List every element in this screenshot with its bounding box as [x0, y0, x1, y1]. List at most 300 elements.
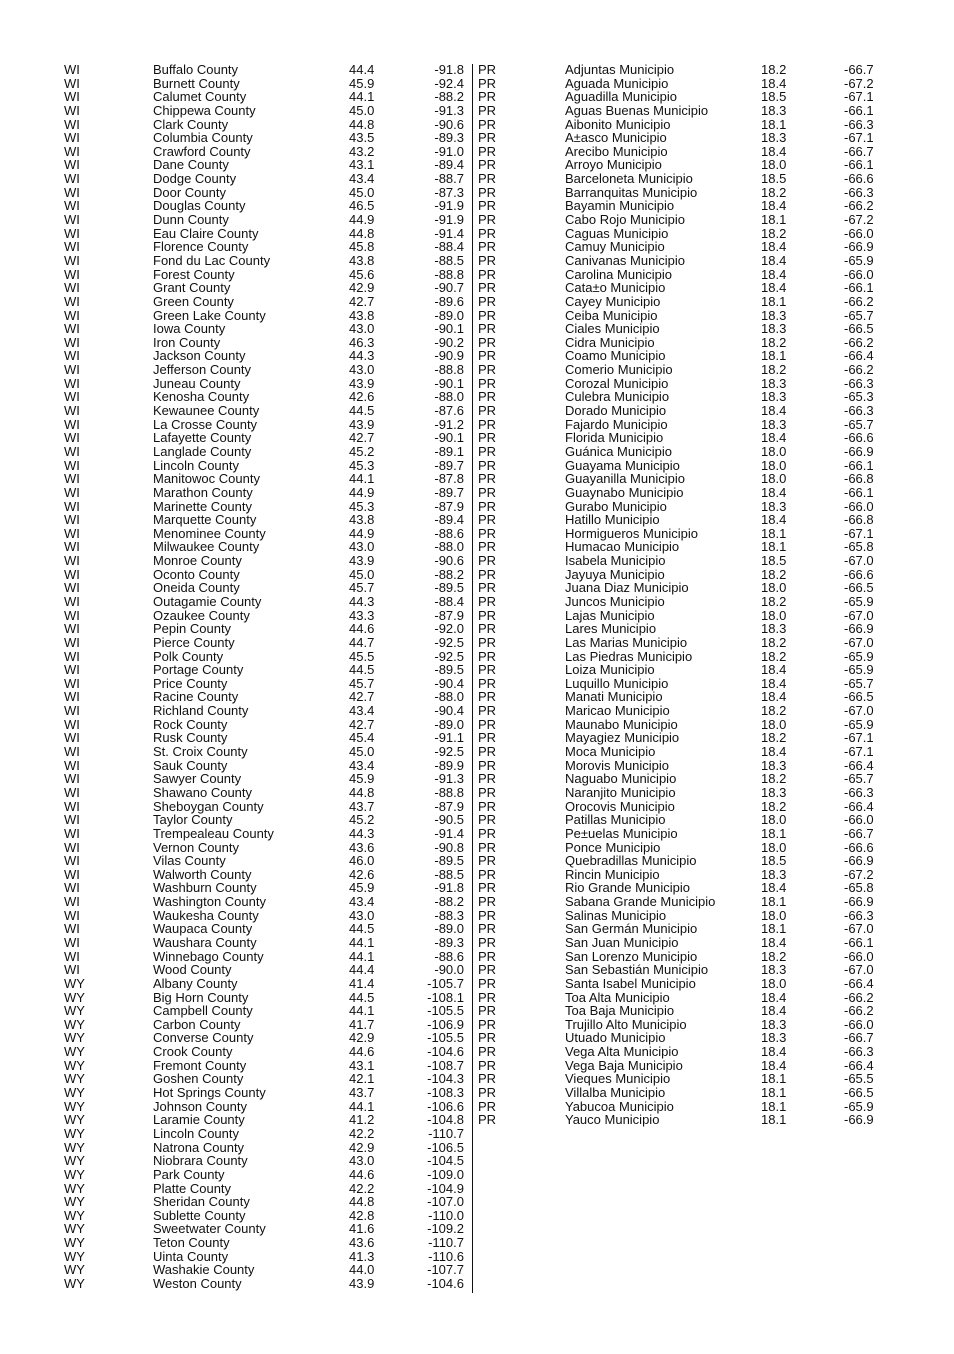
county-name-cell: Platte County	[153, 1180, 232, 1196]
latitude-cell: 18.1	[761, 894, 787, 910]
latitude-cell: 18.4	[761, 662, 787, 678]
county-name-cell: Jackson County	[153, 348, 246, 364]
longitude-cell: -90.8	[434, 839, 464, 855]
latitude-cell: 18.5	[761, 853, 787, 869]
latitude-cell: 18.3	[761, 866, 787, 882]
table-row	[476, 445, 954, 459]
latitude-cell: 18.5	[761, 553, 787, 569]
table-row	[476, 254, 954, 268]
state-cell: PR	[478, 703, 497, 719]
state-cell: WI	[64, 525, 80, 541]
state-cell: WY	[64, 1221, 85, 1237]
state-cell: PR	[478, 512, 497, 528]
table-row	[0, 431, 470, 445]
latitude-cell: 18.0	[761, 607, 787, 623]
latitude-cell: 43.7	[349, 1085, 375, 1101]
state-cell: PR	[478, 1030, 497, 1046]
latitude-cell: 43.1	[349, 1057, 375, 1073]
county-name-cell: Carbon County	[153, 1016, 241, 1032]
table-row	[0, 486, 470, 500]
county-name-cell: San Sebastián Municipio	[565, 962, 709, 978]
county-name-cell: Bayamin Municipio	[565, 198, 675, 214]
state-cell: PR	[478, 580, 497, 596]
longitude-cell: -65.7	[844, 416, 874, 432]
latitude-cell: 45.4	[349, 730, 375, 746]
table-row	[0, 1113, 470, 1127]
state-cell: WI	[64, 403, 80, 419]
longitude-cell: -91.3	[434, 102, 464, 118]
table-row	[476, 472, 954, 486]
latitude-cell: 18.1	[761, 921, 787, 937]
latitude-cell: 18.3	[761, 757, 787, 773]
longitude-cell: -65.7	[844, 675, 874, 691]
latitude-cell: 18.4	[761, 512, 787, 528]
longitude-cell: -90.1	[434, 430, 464, 446]
county-name-cell: Uinta County	[153, 1248, 229, 1264]
longitude-cell: -89.5	[434, 662, 464, 678]
longitude-cell: -67.2	[844, 75, 874, 91]
state-cell: WI	[64, 580, 80, 596]
county-name-cell: Walworth County	[153, 866, 252, 882]
longitude-cell: -66.0	[844, 225, 874, 241]
latitude-cell: 18.2	[761, 648, 787, 664]
latitude-cell: 18.4	[761, 239, 787, 255]
table-row	[476, 786, 954, 800]
state-cell: WI	[64, 484, 80, 500]
longitude-cell: -66.7	[844, 1030, 874, 1046]
table-row	[0, 1182, 470, 1196]
latitude-cell: 18.3	[761, 130, 787, 146]
table-row	[476, 1059, 954, 1073]
latitude-cell: 18.4	[761, 143, 787, 159]
latitude-cell: 44.6	[349, 621, 375, 637]
state-cell: WI	[64, 634, 80, 650]
latitude-cell: 45.2	[349, 812, 375, 828]
latitude-cell: 46.3	[349, 334, 375, 350]
county-name-cell: Sheridan County	[153, 1194, 250, 1210]
latitude-cell: 46.5	[349, 198, 375, 214]
longitude-cell: -66.4	[844, 975, 874, 991]
longitude-cell: -67.0	[844, 607, 874, 623]
longitude-cell: -91.3	[434, 771, 464, 787]
state-cell: WY	[64, 1276, 85, 1292]
latitude-cell: 44.0	[349, 1262, 375, 1278]
state-cell: WY	[64, 1016, 85, 1032]
table-row	[0, 745, 470, 759]
state-cell: PR	[478, 157, 497, 173]
table-row	[0, 1127, 470, 1141]
latitude-cell: 45.5	[349, 648, 375, 664]
state-cell: WI	[64, 866, 80, 882]
table-row	[476, 431, 954, 445]
table-row	[476, 1086, 954, 1100]
table-row	[476, 950, 954, 964]
county-name-cell: Cata±o Municipio	[565, 280, 666, 296]
table-row	[476, 363, 954, 377]
state-cell: PR	[478, 1071, 497, 1087]
latitude-cell: 18.4	[761, 989, 787, 1005]
longitude-cell: -66.3	[844, 1044, 874, 1060]
state-cell: WY	[64, 1125, 85, 1141]
latitude-cell: 18.2	[761, 593, 787, 609]
state-cell: WI	[64, 566, 80, 582]
latitude-cell: 43.1	[349, 157, 375, 173]
state-cell: WI	[64, 62, 80, 77]
state-cell: PR	[478, 975, 497, 991]
state-cell: PR	[478, 143, 497, 159]
latitude-cell: 44.1	[349, 1098, 375, 1114]
state-cell: PR	[478, 280, 497, 296]
county-name-cell: Washington County	[153, 894, 266, 910]
county-name-cell: Juneau County	[153, 375, 241, 391]
table-row	[476, 268, 954, 282]
state-cell: WY	[64, 975, 85, 991]
latitude-cell: 42.6	[349, 866, 375, 882]
county-name-cell: Fajardo Municipio	[565, 416, 668, 432]
state-cell: PR	[478, 416, 497, 432]
county-name-cell: Dunn County	[153, 212, 229, 228]
table-row	[476, 186, 954, 200]
state-cell: PR	[478, 212, 497, 228]
longitude-cell: -66.1	[844, 935, 874, 950]
latitude-cell: 18.1	[761, 1085, 787, 1101]
county-name-cell: Pepin County	[153, 621, 232, 637]
latitude-cell: 43.2	[349, 143, 375, 159]
longitude-cell: -66.3	[844, 784, 874, 800]
table-row	[0, 404, 470, 418]
table-row	[0, 1031, 470, 1045]
latitude-cell: 44.3	[349, 825, 375, 841]
table-row	[0, 172, 470, 186]
longitude-cell: -67.1	[844, 525, 874, 541]
table-row	[0, 336, 470, 350]
state-cell: WI	[64, 430, 80, 446]
table-row	[476, 527, 954, 541]
latitude-cell: 44.1	[349, 1003, 375, 1019]
table-row	[476, 663, 954, 677]
longitude-cell: -66.6	[844, 839, 874, 855]
state-cell: PR	[478, 662, 497, 678]
latitude-cell: 45.3	[349, 457, 375, 473]
county-name-cell: Moca Municipio	[565, 744, 656, 760]
county-name-cell: Corozal Municipio	[565, 375, 669, 391]
table-row	[476, 650, 954, 664]
latitude-cell: 42.9	[349, 280, 375, 296]
county-name-cell: Sweetwater County	[153, 1221, 266, 1237]
state-cell: WI	[64, 771, 80, 787]
latitude-cell: 18.4	[761, 403, 787, 419]
county-name-cell: San Juan Municipio	[565, 935, 679, 950]
table-row	[476, 118, 954, 132]
latitude-cell: 43.0	[349, 539, 375, 555]
longitude-cell: -88.8	[434, 266, 464, 282]
latitude-cell: 18.4	[761, 1044, 787, 1060]
longitude-cell: -90.1	[434, 321, 464, 337]
table-row	[0, 936, 470, 950]
latitude-cell: 18.3	[761, 784, 787, 800]
latitude-cell: 18.0	[761, 580, 787, 596]
latitude-cell: 44.5	[349, 403, 375, 419]
longitude-cell: -88.2	[434, 566, 464, 582]
latitude-cell: 42.7	[349, 689, 375, 705]
state-cell: PR	[478, 525, 497, 541]
latitude-cell: 18.4	[761, 430, 787, 446]
longitude-cell: -109.0	[427, 1166, 464, 1182]
state-cell: PR	[478, 75, 497, 91]
state-cell: WY	[64, 1235, 85, 1251]
latitude-cell: 42.7	[349, 716, 375, 732]
column-divider	[472, 64, 473, 1293]
longitude-cell: -110.7	[428, 1125, 464, 1141]
latitude-cell: 45.0	[349, 184, 375, 200]
table-row	[476, 145, 954, 159]
table-row	[476, 1018, 954, 1032]
state-cell: WI	[64, 907, 80, 923]
longitude-cell: -87.9	[434, 798, 464, 814]
county-name-cell: Fond du Lac County	[153, 252, 271, 268]
state-cell: WI	[64, 894, 80, 910]
state-cell: PR	[478, 689, 497, 705]
state-cell: WI	[64, 252, 80, 268]
latitude-cell: 18.1	[761, 539, 787, 555]
longitude-cell: -66.9	[844, 894, 874, 910]
state-cell: WY	[64, 989, 85, 1005]
table-row	[476, 172, 954, 186]
county-name-cell: Richland County	[153, 703, 249, 719]
county-name-cell: Yauco Municipio	[565, 1112, 660, 1128]
latitude-cell: 45.9	[349, 75, 375, 91]
state-cell: PR	[478, 1003, 497, 1019]
county-name-cell: Juana Diaz Municipio	[565, 580, 689, 596]
longitude-cell: -67.1	[844, 130, 874, 146]
county-name-cell: Trempealeau County	[153, 825, 274, 841]
table-row	[476, 486, 954, 500]
latitude-cell: 18.0	[761, 975, 787, 991]
latitude-cell: 44.9	[349, 525, 375, 541]
county-name-cell: Rock County	[153, 716, 228, 732]
state-cell: PR	[478, 744, 497, 760]
longitude-cell: -92.5	[434, 744, 464, 760]
county-name-cell: Lajas Municipio	[565, 607, 655, 623]
state-cell: WI	[64, 675, 80, 691]
table-row	[0, 145, 470, 159]
state-cell: PR	[478, 907, 497, 923]
latitude-cell: 18.3	[761, 389, 787, 405]
state-cell: WI	[64, 593, 80, 609]
longitude-cell: -66.2	[844, 989, 874, 1005]
longitude-cell: -89.6	[434, 293, 464, 309]
table-row	[0, 581, 470, 595]
longitude-cell: -87.6	[434, 403, 464, 419]
longitude-cell: -88.8	[434, 362, 464, 378]
longitude-cell: -65.9	[844, 593, 874, 609]
latitude-cell: 43.0	[349, 362, 375, 378]
latitude-cell: 18.2	[761, 62, 787, 77]
table-row	[476, 772, 954, 786]
longitude-cell: -89.1	[434, 443, 464, 459]
longitude-cell: -65.7	[844, 771, 874, 787]
county-name-cell: Big Horn County	[153, 989, 249, 1005]
table-row	[0, 963, 470, 977]
table-row	[0, 977, 470, 991]
longitude-cell: -66.3	[844, 375, 874, 391]
county-name-cell: Sublette County	[153, 1207, 246, 1223]
latitude-cell: 18.4	[761, 252, 787, 268]
state-cell: WI	[64, 143, 80, 159]
table-row	[0, 786, 470, 800]
county-name-cell: Eau Claire County	[153, 225, 259, 241]
table-row	[476, 977, 954, 991]
county-name-cell: Vilas County	[153, 853, 226, 869]
state-cell: WI	[64, 621, 80, 637]
state-cell: WI	[64, 539, 80, 555]
state-cell: WI	[64, 212, 80, 228]
table-row	[0, 240, 470, 254]
county-name-cell: Vega Baja Municipio	[565, 1057, 683, 1073]
county-name-cell: Caguas Municipio	[565, 225, 669, 241]
state-cell: WI	[64, 921, 80, 937]
latitude-cell: 43.5	[349, 130, 375, 146]
county-name-cell: Polk County	[153, 648, 224, 664]
state-cell: WI	[64, 198, 80, 214]
table-row	[476, 227, 954, 241]
county-name-cell: Lincoln County	[153, 457, 239, 473]
latitude-cell: 18.1	[761, 1112, 787, 1128]
state-cell: PR	[478, 825, 497, 841]
state-cell: WI	[64, 157, 80, 173]
latitude-cell: 18.0	[761, 471, 787, 487]
county-name-cell: Guánica Municipio	[565, 443, 672, 459]
county-name-cell: Douglas County	[153, 198, 246, 214]
state-cell: WI	[64, 607, 80, 623]
longitude-cell: -66.1	[844, 484, 874, 500]
longitude-cell: -66.4	[844, 1057, 874, 1073]
longitude-cell: -67.2	[844, 866, 874, 882]
longitude-cell: -65.9	[844, 252, 874, 268]
latitude-cell: 45.9	[349, 880, 375, 896]
state-cell: WI	[64, 689, 80, 705]
state-cell: PR	[478, 116, 497, 132]
county-name-cell: Toa Baja Municipio	[565, 1003, 675, 1019]
latitude-cell: 45.2	[349, 443, 375, 459]
latitude-cell: 43.4	[349, 894, 375, 910]
county-name-cell: Buffalo County	[153, 62, 239, 77]
state-cell: PR	[478, 130, 497, 146]
table-row	[476, 131, 954, 145]
latitude-cell: 45.0	[349, 102, 375, 118]
left-table	[0, 63, 470, 1291]
table-row	[0, 227, 470, 241]
latitude-cell: 44.7	[349, 634, 375, 650]
table-row	[476, 731, 954, 745]
longitude-cell: -108.1	[427, 989, 464, 1005]
state-cell: PR	[478, 457, 497, 473]
state-cell: PR	[478, 184, 497, 200]
county-name-cell: Door County	[153, 184, 226, 200]
county-name-cell: Camuy Municipio	[565, 239, 665, 255]
longitude-cell: -66.9	[844, 621, 874, 637]
longitude-cell: -91.0	[434, 143, 464, 159]
latitude-cell: 44.5	[349, 662, 375, 678]
table-row	[0, 1236, 470, 1250]
county-name-cell: Calumet County	[153, 89, 247, 105]
county-name-cell: Ceiba Municipio	[565, 307, 658, 323]
table-row	[0, 1209, 470, 1223]
table-row	[0, 459, 470, 473]
longitude-cell: -66.1	[844, 102, 874, 118]
table-row	[476, 609, 954, 623]
table-row	[0, 377, 470, 391]
table-row	[0, 868, 470, 882]
table-row	[476, 759, 954, 773]
county-name-cell: Iron County	[153, 334, 221, 350]
county-name-cell: Culebra Municipio	[565, 389, 670, 405]
table-row	[476, 595, 954, 609]
table-row	[476, 718, 954, 732]
table-row	[476, 936, 954, 950]
longitude-cell: -87.8	[434, 471, 464, 487]
county-name-cell: A±asco Municipio	[565, 130, 667, 146]
table-row	[0, 690, 470, 704]
longitude-cell: -65.9	[844, 1098, 874, 1114]
county-name-cell: Price County	[153, 675, 228, 691]
state-cell: PR	[478, 1044, 497, 1060]
latitude-cell: 41.6	[349, 1221, 375, 1237]
latitude-cell: 45.7	[349, 675, 375, 691]
state-cell: WI	[64, 89, 80, 105]
county-name-cell: Humacao Municipio	[565, 539, 680, 555]
latitude-cell: 43.0	[349, 321, 375, 337]
latitude-cell: 42.7	[349, 430, 375, 446]
county-name-cell: San Lorenzo Municipio	[565, 948, 698, 964]
county-name-cell: Converse County	[153, 1030, 254, 1046]
county-name-cell: Barranquitas Municipio	[565, 184, 698, 200]
longitude-cell: -104.9	[427, 1180, 464, 1196]
longitude-cell: -91.8	[434, 62, 464, 77]
table-row	[0, 186, 470, 200]
county-name-cell: Goshen County	[153, 1071, 244, 1087]
county-name-cell: Maricao Municipio	[565, 703, 670, 719]
county-name-cell: Crook County	[153, 1044, 233, 1060]
table-row	[476, 104, 954, 118]
longitude-cell: -88.3	[434, 907, 464, 923]
table-row	[476, 841, 954, 855]
state-cell: PR	[478, 307, 497, 323]
latitude-cell: 43.9	[349, 553, 375, 569]
longitude-cell: -66.3	[844, 907, 874, 923]
state-cell: PR	[478, 784, 497, 800]
longitude-cell: -65.3	[844, 389, 874, 405]
table-row	[0, 568, 470, 582]
longitude-cell: -65.8	[844, 539, 874, 555]
state-cell: WI	[64, 853, 80, 869]
county-name-cell: Washburn County	[153, 880, 257, 896]
state-cell: WY	[64, 1248, 85, 1264]
table-row	[0, 731, 470, 745]
table-row	[476, 963, 954, 977]
county-name-cell: Isabela Municipio	[565, 553, 666, 569]
county-name-cell: Hormigueros Municipio	[565, 525, 698, 541]
table-row	[0, 1072, 470, 1086]
table-row	[476, 581, 954, 595]
latitude-cell: 18.1	[761, 116, 787, 132]
longitude-cell: -66.2	[844, 293, 874, 309]
state-cell: PR	[478, 812, 497, 828]
latitude-cell: 18.4	[761, 1057, 787, 1073]
table-row	[0, 118, 470, 132]
county-name-cell: Canivanas Municipio	[565, 252, 685, 268]
latitude-cell: 44.9	[349, 212, 375, 228]
